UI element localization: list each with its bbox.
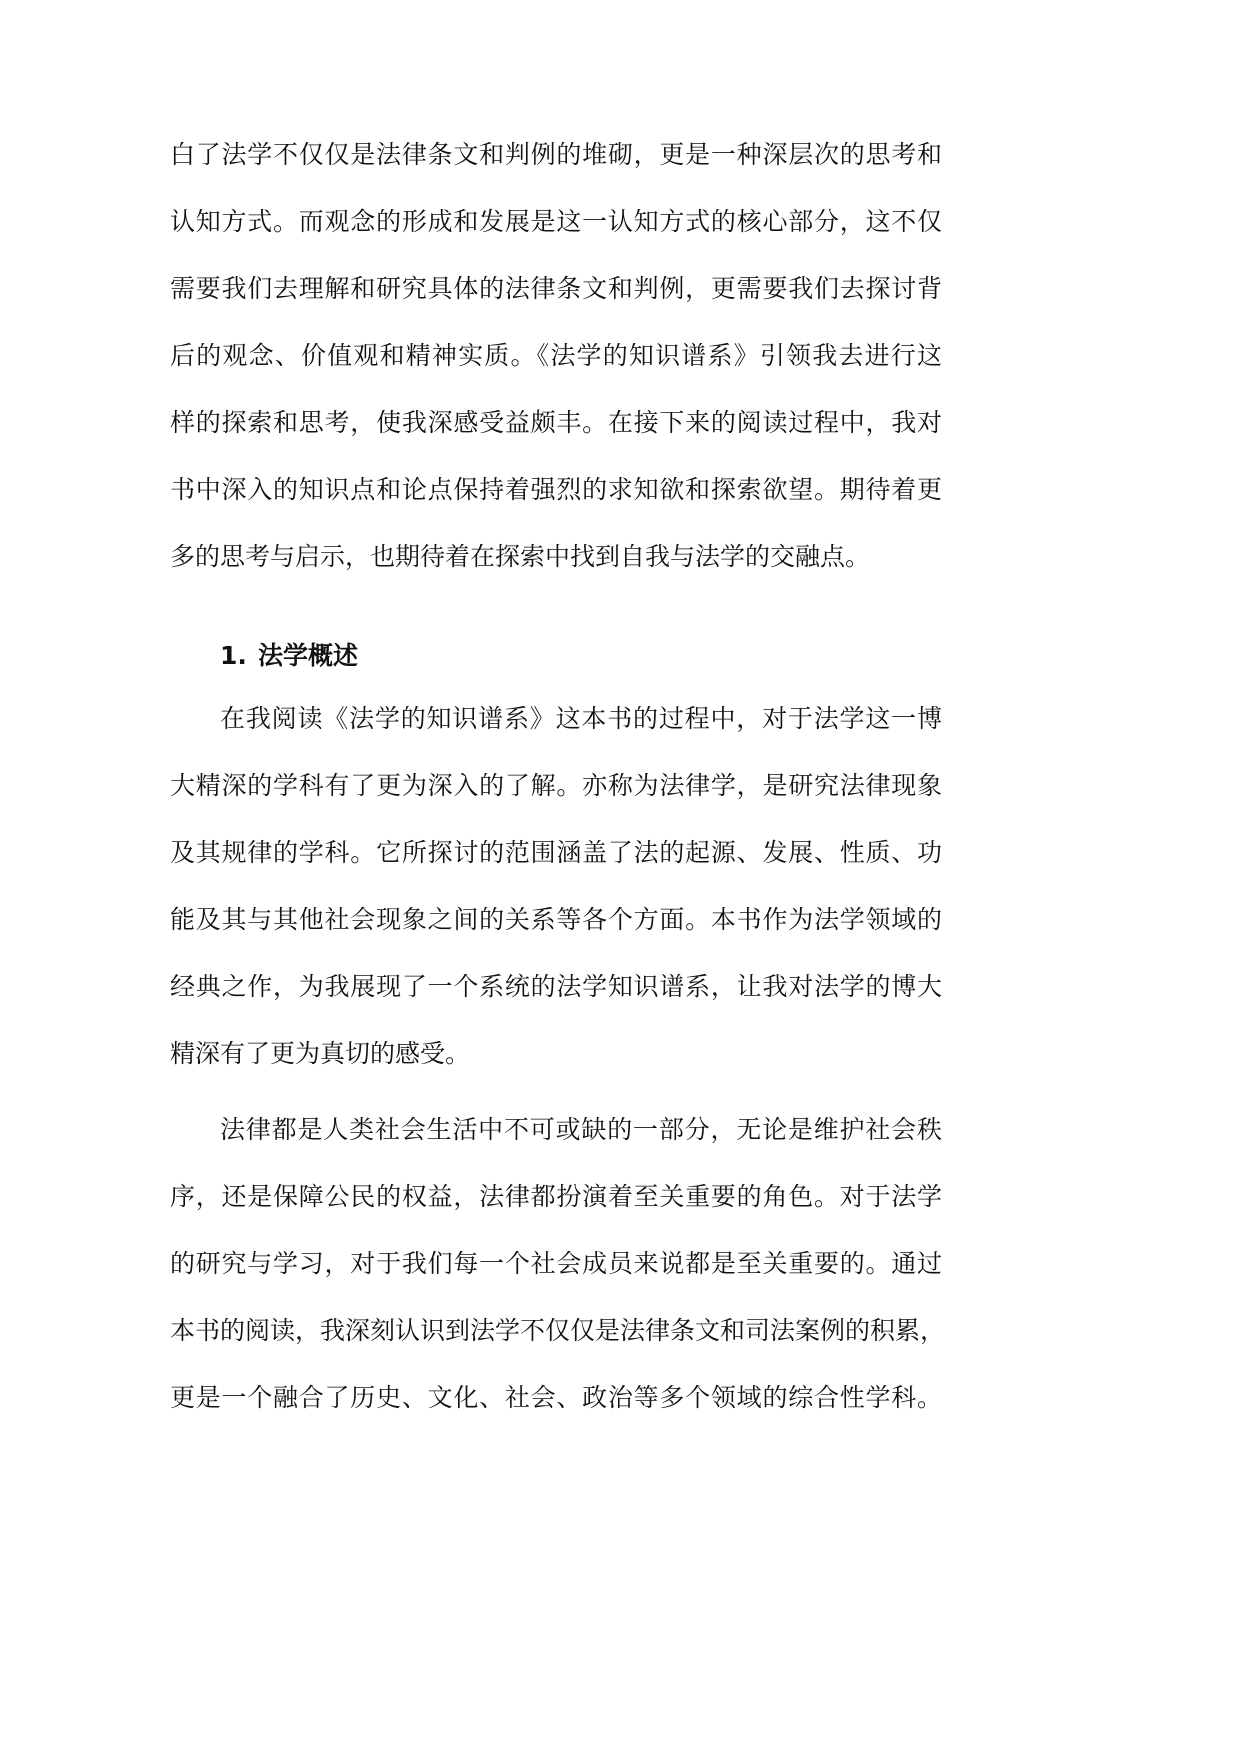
- section-title: 法学概述: [258, 641, 359, 670]
- paragraph-line: 更是一个融合了历史、文化、社会、政治等多个领域的综合性学科。: [170, 1383, 942, 1412]
- paragraph-line: 的研究与学习，对于我们每一个社会成员来说都是至关重要的。通过: [170, 1249, 942, 1278]
- paragraph-line: 需要我们去理解和研究具体的法律条文和判例，更需要我们去探讨背: [170, 274, 942, 303]
- paragraph-line: 多的思考与启示，也期待着在探索中找到自我与法学的交融点。: [170, 542, 871, 571]
- paragraph-line: 经典之作，为我展现了一个系统的法学知识谱系，让我对法学的博大: [170, 972, 942, 1001]
- paragraph-line: 样的探索和思考，使我深感受益颇丰。在接下来的阅读过程中，我对: [170, 408, 942, 437]
- paragraph-line: 白了法学不仅仅是法律条文和判例的堆砌，更是一种深层次的思考和: [170, 140, 942, 169]
- section-heading-text: [170, 622, 942, 689]
- paragraph-line: 后的观念、价值观和精神实质。《法学的知识谱系》引领我去进行这: [170, 341, 942, 370]
- paragraph-line: 法律都是人类社会生活中不可或缺的一部分，无论是维护社会秩: [220, 1115, 942, 1144]
- paragraph-line: 本书的阅读，我深刻认识到法学不仅仅是法律条文和司法案例的积累，: [170, 1316, 946, 1345]
- paragraph-continued: [170, 121, 942, 590]
- paragraph-line: 在我阅读《法学的知识谱系》这本书的过程中，对于法学这一博: [220, 704, 942, 733]
- paragraph-line: 序，还是保障公民的权益，法律都扮演着至关重要的角色。对于法学: [170, 1182, 942, 1211]
- section-number: 1.: [220, 641, 247, 670]
- paragraph-line: 能及其与其他社会现象之间的关系等各个方面。本书作为法学领域的: [170, 905, 942, 934]
- paragraph-law: [170, 1096, 946, 1431]
- paragraph-intro: [170, 685, 942, 1087]
- paragraph-line: 及其规律的学科。它所探讨的范围涵盖了法的起源、发展、性质、功: [170, 838, 942, 867]
- paragraph-line: 精深有了更为真切的感受。: [170, 1039, 471, 1068]
- paragraph-line: 大精深的学科有了更为深入的了解。亦称为法律学，是研究法律现象: [170, 771, 942, 800]
- section-heading: [170, 622, 942, 689]
- paragraph-line: 书中深入的知识点和论点保持着强烈的求知欲和探索欲望。期待着更: [170, 475, 942, 504]
- paragraph-line: 认知方式。而观念的形成和发展是这一认知方式的核心部分，这不仅: [170, 207, 942, 236]
